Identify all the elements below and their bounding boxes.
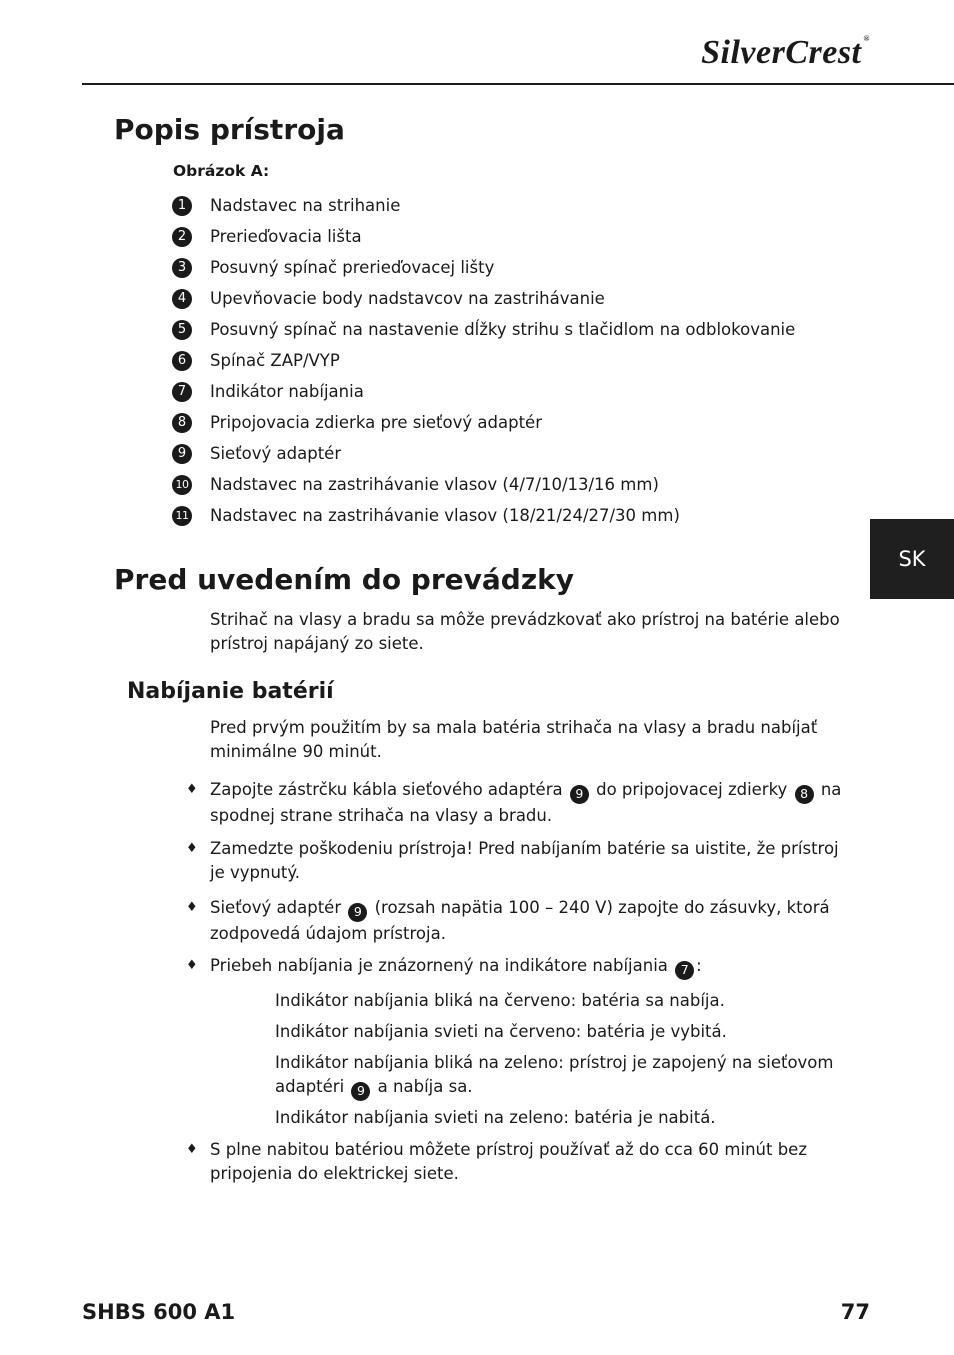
bullet-text: Sieťový adaptér bbox=[210, 898, 342, 917]
bullet-diamond-icon: ♦ bbox=[186, 958, 198, 973]
section-title-description: Popis prístroja bbox=[114, 113, 345, 146]
brand-name: SilverCrest bbox=[701, 34, 862, 71]
section-title-before-use: Pred uvedením do prevádzky bbox=[114, 563, 575, 596]
figure-label: Obrázok A: bbox=[173, 162, 270, 180]
part-label: Nadstavec na strihanie bbox=[210, 196, 401, 215]
part-ref-badge: 9 bbox=[351, 1082, 370, 1101]
charging-state-red-solid: Indikátor nabíjania svieti na červeno: batéria je vybitá. bbox=[275, 1022, 727, 1041]
charging-state-green-solid: Indikátor nabíjania svieti na zeleno: batéria je nabitá. bbox=[275, 1108, 716, 1127]
parts-list bbox=[172, 190, 795, 531]
part-number-badge: 4 bbox=[172, 289, 192, 309]
part-ref-badge: 9 bbox=[570, 785, 589, 804]
bullet-text: Zapojte zástrčku kábla sieťového adaptéra bbox=[210, 780, 563, 799]
list-item bbox=[172, 314, 795, 345]
part-ref-badge: 7 bbox=[675, 961, 694, 980]
part-label: Pripojovacia zdierka pre sieťový adaptér bbox=[210, 413, 542, 432]
list-item bbox=[172, 345, 795, 376]
part-label: Prerieďovacia lišta bbox=[210, 227, 362, 246]
bullet-text: S plne nabitou batériou môžete prístroj používať až do cca 60 minút bez pripojenia do elektrickej siete. bbox=[210, 1140, 807, 1183]
bullet-diamond-icon: ♦ bbox=[186, 841, 198, 856]
bullet-text: : bbox=[696, 956, 702, 975]
registered-mark: ® bbox=[863, 34, 870, 43]
charging-intro: Pred prvým použitím by sa mala batéria strihača na vlasy a bradu nabíjať minimálne 90 minút. bbox=[210, 718, 818, 761]
part-label: Nadstavec na zastrihávanie vlasov (18/21/24/27/30 mm) bbox=[210, 506, 680, 525]
list-item bbox=[172, 221, 795, 252]
language-tab bbox=[870, 519, 954, 599]
part-number-badge: 9 bbox=[172, 444, 192, 464]
part-number-badge: 10 bbox=[172, 475, 192, 495]
list-item bbox=[172, 283, 795, 314]
section-title-charging: Nabíjanie batérií bbox=[127, 679, 334, 704]
bullet-diamond-icon: ♦ bbox=[186, 900, 198, 915]
bullet-diamond-icon: ♦ bbox=[186, 782, 198, 797]
part-number-badge: 8 bbox=[172, 413, 192, 433]
page-number: 77 bbox=[840, 1300, 870, 1324]
part-number-badge: 6 bbox=[172, 351, 192, 371]
list-item bbox=[172, 190, 795, 221]
part-label: Sieťový adaptér bbox=[210, 444, 342, 463]
brand-logo bbox=[701, 34, 870, 72]
part-label: Indikátor nabíjania bbox=[210, 382, 364, 401]
part-label: Nadstavec na zastrihávanie vlasov (4/7/10/13/16 mm) bbox=[210, 475, 659, 494]
before-use-intro: Strihač na vlasy a bradu sa môže prevádzkovať ako prístroj na batérie alebo prístroj napájaný zo siete. bbox=[210, 610, 840, 653]
footer-model: SHBS 600 A1 bbox=[82, 1300, 236, 1324]
list-item bbox=[186, 1138, 850, 1186]
part-label: Spínač ZAP/VYP bbox=[210, 351, 340, 370]
list-item bbox=[186, 896, 850, 946]
list-item bbox=[172, 469, 795, 500]
part-number-badge: 7 bbox=[172, 382, 192, 402]
list-item bbox=[186, 837, 850, 885]
list-item bbox=[186, 954, 850, 980]
bullet-text: Priebeh nabíjania je znázornený na indikátore nabíjania bbox=[210, 956, 668, 975]
list-item bbox=[186, 778, 850, 828]
bullet-diamond-icon: ♦ bbox=[186, 1142, 198, 1157]
part-label: Posuvný spínač na nastavenie dĺžky strihu s tlačidlom na odblokovanie bbox=[210, 320, 796, 339]
bullet-text: Zamedzte poškodeniu prístroja! Pred nabíjaním batérie sa uistite, že prístroj je vypnutý. bbox=[210, 839, 839, 882]
list-item bbox=[172, 438, 795, 469]
state-text: Indikátor nabíjania bliká na zeleno: prístroj je zapojený na sieťovom adaptéri bbox=[275, 1053, 834, 1096]
list-item bbox=[172, 376, 795, 407]
charging-state-red-blink: Indikátor nabíjania bliká na červeno: batéria sa nabíja. bbox=[275, 991, 725, 1010]
part-label: Posuvný spínač prerieďovacej lišty bbox=[210, 258, 495, 277]
part-number-badge: 5 bbox=[172, 320, 192, 340]
part-number-badge: 2 bbox=[172, 227, 192, 247]
part-ref-badge: 8 bbox=[795, 785, 814, 804]
part-number-badge: 1 bbox=[172, 196, 192, 216]
language-tab-label: SK bbox=[898, 547, 926, 571]
state-text: a nabíja sa. bbox=[377, 1077, 473, 1096]
bullet-text: na spodnej strane strihača na vlasy a bradu. bbox=[210, 780, 842, 825]
part-number-badge: 3 bbox=[172, 258, 192, 278]
charging-state-green-blink bbox=[275, 1051, 835, 1101]
part-ref-badge: 9 bbox=[348, 903, 367, 922]
list-item bbox=[172, 407, 795, 438]
header-rule bbox=[82, 83, 954, 85]
part-label: Upevňovacie body nadstavcov na zastrihávanie bbox=[210, 289, 605, 308]
bullet-text: (rozsah napätia 100 – 240 V) zapojte do zásuvky, ktorá zodpovedá údajom prístroja. bbox=[210, 898, 830, 943]
list-item bbox=[172, 252, 795, 283]
list-item bbox=[172, 500, 795, 531]
part-number-badge: 11 bbox=[172, 506, 192, 526]
bullet-text: do pripojovacej zdierky bbox=[596, 780, 788, 799]
